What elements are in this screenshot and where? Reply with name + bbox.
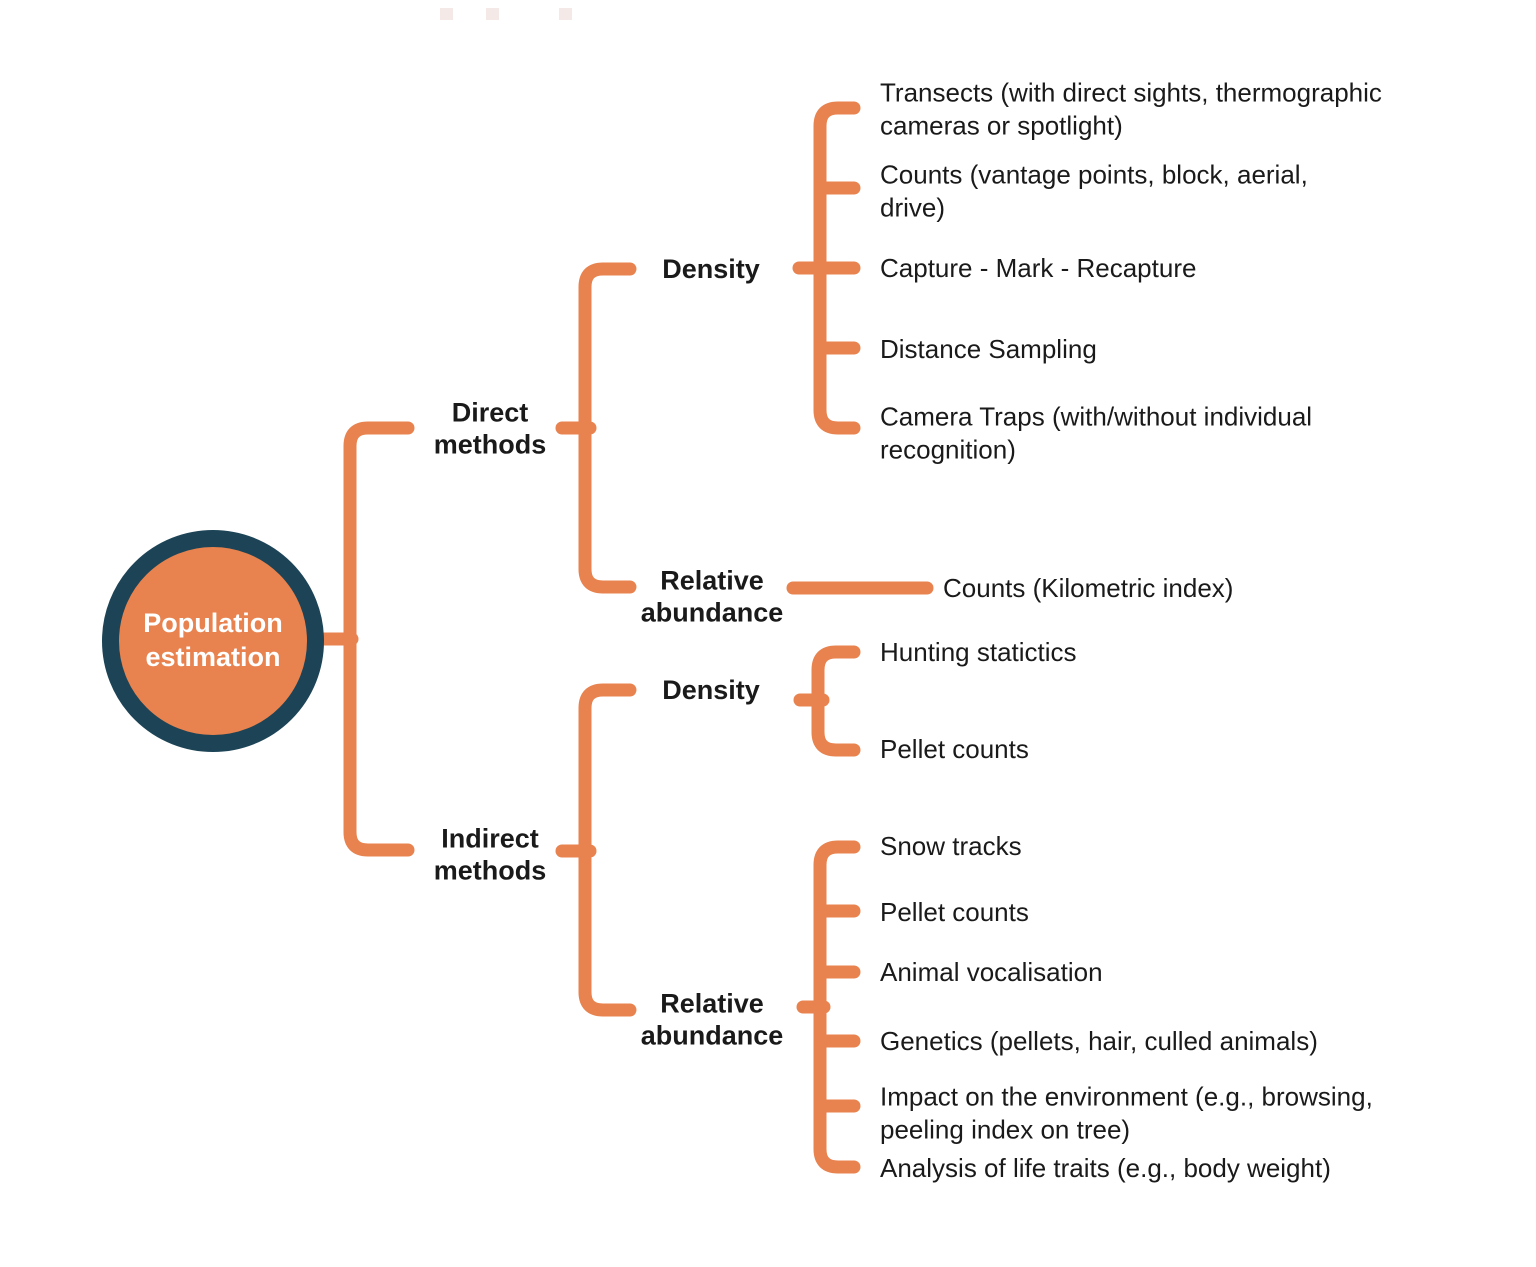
branch-direct-methods: Direct methods	[433, 397, 547, 460]
branch-direct-density: Density	[662, 253, 760, 284]
edge-main-bracket	[350, 428, 408, 850]
root-node-population-estimation	[102, 530, 324, 752]
leaf-genetics: Genetics (pellets, hair, culled animals)	[880, 1025, 1318, 1056]
leaf-capture-mark-recapture: Capture - Mark - Recapture	[880, 252, 1197, 283]
edge-relabund2-bracket	[820, 847, 854, 1167]
branch-indirect-relative-abundance: Relative abundance	[640, 988, 784, 1051]
leaf-distance-sampling: Distance Sampling	[880, 333, 1097, 364]
branch-indirect-density: Density	[662, 674, 760, 705]
root-node-label: Population estimation	[143, 608, 283, 672]
leaf-counts-kilometric: Counts (Kilometric index)	[943, 572, 1234, 603]
leaf-hunting-statistics: Hunting statictics	[880, 636, 1077, 667]
leaf-pellet-counts-density: Pellet counts	[880, 733, 1029, 764]
edge-density2-bracket	[818, 652, 854, 750]
leaf-camera-traps: Camera Traps (with/without individual recognition)	[880, 401, 1313, 464]
branch-direct-relative-abundance: Relative abundance	[640, 565, 784, 628]
leaf-analysis-life-traits: Analysis of life traits (e.g., body weight)	[880, 1152, 1331, 1183]
leaf-snow-tracks: Snow tracks	[880, 830, 1022, 861]
branch-indirect-methods: Indirect methods	[433, 823, 547, 886]
leaf-pellet-counts-relabund: Pellet counts	[880, 896, 1029, 927]
leaf-impact-environment: Impact on the environment (e.g., browsing, peeling index on tree)	[880, 1081, 1373, 1144]
leaf-counts-vantage: Counts (vantage points, block, aerial, drive)	[880, 159, 1308, 222]
leaf-animal-vocalisation: Animal vocalisation	[880, 956, 1103, 987]
leaf-transects: Transects (with direct sights, thermographic cameras or spotlight)	[880, 77, 1382, 140]
